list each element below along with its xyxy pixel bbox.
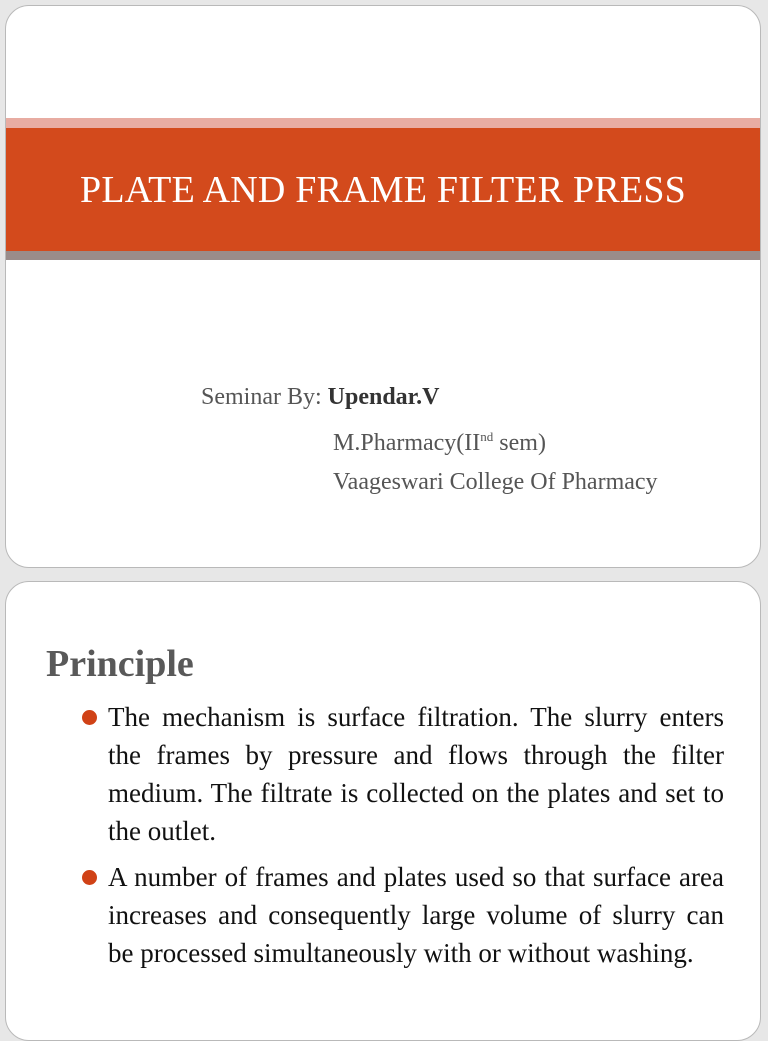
bullet-item bbox=[84, 698, 724, 850]
slide-principle bbox=[5, 581, 761, 1041]
slide-title-page bbox=[5, 5, 761, 568]
bullet-text: A number of frames and plates used so that surface area increases and consequently large volume of slurry can be processed simultaneously with or without washing. bbox=[108, 862, 724, 968]
bullet-dot-icon bbox=[82, 710, 97, 725]
course-prefix: M.Pharmacy(II bbox=[333, 430, 481, 456]
slide-title: PLATE AND FRAME FILTER PRESS bbox=[80, 168, 686, 211]
course-suffix: sem) bbox=[493, 430, 546, 456]
bullet-text: The mechanism is surface filtration. The slurry enters the frames by pressure and flows through the filter medium. The filtrate is collected on the plates and set to the outlet. bbox=[108, 702, 724, 846]
presenter-label: Seminar By: bbox=[201, 384, 328, 410]
presenter-course bbox=[201, 417, 658, 463]
presenter-name: Upendar.V bbox=[327, 384, 440, 410]
course-superscript: nd bbox=[480, 429, 494, 444]
presenter-college: Vaageswari College Of Pharmacy bbox=[333, 469, 658, 495]
title-band-bottom-stripe bbox=[6, 251, 760, 260]
slide-heading: Principle bbox=[46, 643, 194, 685]
bullet-list bbox=[84, 698, 724, 980]
bullet-item bbox=[84, 858, 724, 972]
bullet-dot-icon bbox=[82, 870, 97, 885]
presenter-block bbox=[201, 378, 658, 502]
title-band-top-stripe bbox=[6, 118, 760, 128]
